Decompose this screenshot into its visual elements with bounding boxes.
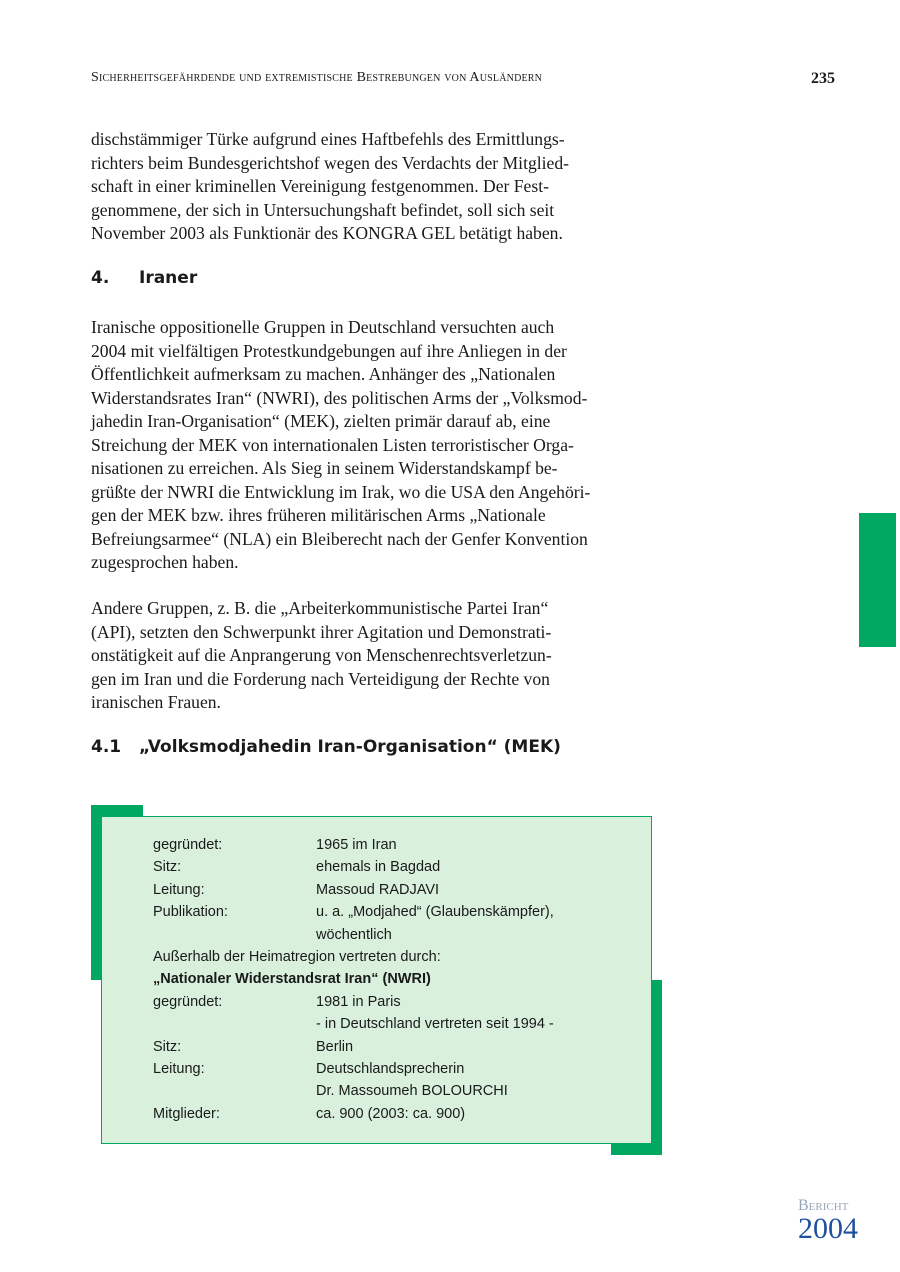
info-label: Sitz: — [153, 1038, 182, 1055]
info-label: Publikation: — [153, 904, 228, 921]
info-value: ca. 900 (2003: ca. 900) — [316, 1105, 466, 1122]
heading-title: Iraner — [139, 268, 198, 288]
info-label: gegründet: — [153, 993, 223, 1010]
info-value: u. a. „Modjahed“ (Glaubenskämpfer), — [316, 904, 554, 921]
info-value: wöchentlich — [316, 926, 392, 943]
info-value: 1981 in Paris — [316, 993, 401, 1010]
organization-infobox — [101, 816, 652, 1144]
info-row-nwri-founded-note — [153, 1013, 554, 1035]
text-line: onstätigkeit auf die Anprangerung von Menschenrechtsverletzun- — [91, 645, 552, 665]
text-line: genommene, der sich in Untersuchungshaft befindet, soll sich seit — [91, 199, 555, 220]
logo-word: Bericht — [798, 1197, 849, 1214]
text-line: Iranische oppositionelle Gruppen in Deutschland versuchten auch — [91, 317, 555, 337]
heading-mek — [91, 737, 561, 757]
text-line: gen der MEK bzw. ihres früheren militärischen Arms „Nationale — [91, 505, 546, 525]
heading-iraner — [91, 268, 197, 288]
info-value: 1965 im Iran — [316, 837, 397, 853]
text-line: nisationen zu erreichen. Als Sieg in seinem Widerstandskampf be- — [91, 458, 558, 478]
info-row-members — [153, 1103, 554, 1125]
text-line: zugesprochen haben. — [91, 552, 239, 572]
text-line: richters beim Bundesgerichtshof wegen des Verdachts der Mitglied- — [91, 152, 569, 173]
info-row-leader — [153, 879, 554, 901]
info-value: - in Deutschland vertreten seit 1994 - — [316, 1016, 554, 1033]
text-line: Streichung der MEK von internationalen Listen terroristischer Orga- — [91, 434, 574, 455]
text-line: Öffentlichkeit aufmerksam zu machen. Anhänger des „Nationalen — [91, 364, 556, 384]
info-label: gegründet: — [153, 837, 223, 853]
iran-paragraph-1 — [91, 316, 666, 575]
info-label-empty — [153, 924, 316, 946]
report-logo — [798, 1197, 868, 1243]
text-line: Befreiungsarmee“ (NLA) ein Bleiberecht nach der Genfer Konvention — [91, 528, 588, 549]
info-represented-by: Außerhalb der Heimatregion vertreten durch: — [153, 949, 441, 966]
info-value: Massoud RADJAVI — [316, 881, 440, 898]
text-line: (API), setzten den Schwerpunkt ihrer Agitation und Demonstrati- — [91, 621, 552, 642]
info-row-nwri-leader — [153, 1058, 554, 1080]
intro-paragraph — [91, 128, 666, 246]
info-label: Mitglieder: — [153, 1105, 220, 1122]
info-value: ehemals in Bagdad — [316, 859, 441, 876]
text-line: November 2003 als Funktionär des KONGRA GEL betätigt haben. — [91, 223, 563, 243]
info-label-empty — [153, 1013, 316, 1035]
info-label-empty — [153, 1080, 316, 1102]
text-line: Widerstandsrates Iran“ (NWRI), des politischen Arms der „Volksmod- — [91, 387, 588, 408]
infobox-table — [153, 834, 554, 1125]
info-label: Leitung: — [153, 1061, 205, 1078]
info-row-seat — [153, 856, 554, 878]
text-line: jahedin Iran-Organisation“ (MEK), zielten primär darauf ab, eine — [91, 411, 551, 431]
text-line: iranischen Frauen. — [91, 692, 221, 712]
info-row-publication — [153, 901, 554, 923]
info-row-nwri-leader-cont — [153, 1080, 554, 1102]
info-value: Berlin — [316, 1038, 354, 1055]
info-row-publication-cont — [153, 924, 554, 946]
running-header: Sicherheitsgefährdende und extremistische Bestrebungen von Ausländern — [91, 70, 543, 85]
info-value: Dr. Massoumeh BOLOURCHI — [316, 1083, 508, 1100]
heading-number: 4.1 — [91, 737, 122, 757]
text-line: schaft in einer kriminellen Vereinigung festgenommen. Der Fest- — [91, 176, 549, 196]
info-label: Sitz: — [153, 859, 182, 876]
logo-year: 2004 — [798, 1212, 858, 1245]
info-value: Deutschlandsprecherin — [316, 1061, 465, 1078]
heading-number: 4. — [91, 268, 110, 288]
text-line: grüßte der NWRI die Entwicklung im Irak, wo die USA den Angehöri- — [91, 481, 591, 502]
info-label: Leitung: — [153, 881, 205, 898]
info-row-nwri-seat — [153, 1036, 554, 1058]
text-line: gen im Iran und die Forderung nach Verteidigung der Rechte von — [91, 668, 550, 689]
iran-paragraph-2 — [91, 597, 666, 715]
info-row-nwri-founded — [153, 991, 554, 1013]
heading-title: „Volksmodjahedin Iran-Organisation“ (MEK) — [139, 737, 561, 757]
text-line: dischstämmiger Türke aufgrund eines Haftbefehls des Ermittlungs- — [91, 129, 565, 149]
page-number: 235 — [811, 70, 835, 87]
chapter-tab-marker — [859, 513, 896, 647]
info-nwri-name: „Nationaler Widerstandsrat Iran“ (NWRI) — [153, 971, 431, 988]
text-line: 2004 mit vielfältigen Protestkundgebungen auf ihre Anliegen in der — [91, 340, 567, 361]
info-row-founded — [153, 834, 554, 856]
text-line: Andere Gruppen, z. B. die „Arbeiterkommunistische Partei Iran“ — [91, 598, 549, 618]
